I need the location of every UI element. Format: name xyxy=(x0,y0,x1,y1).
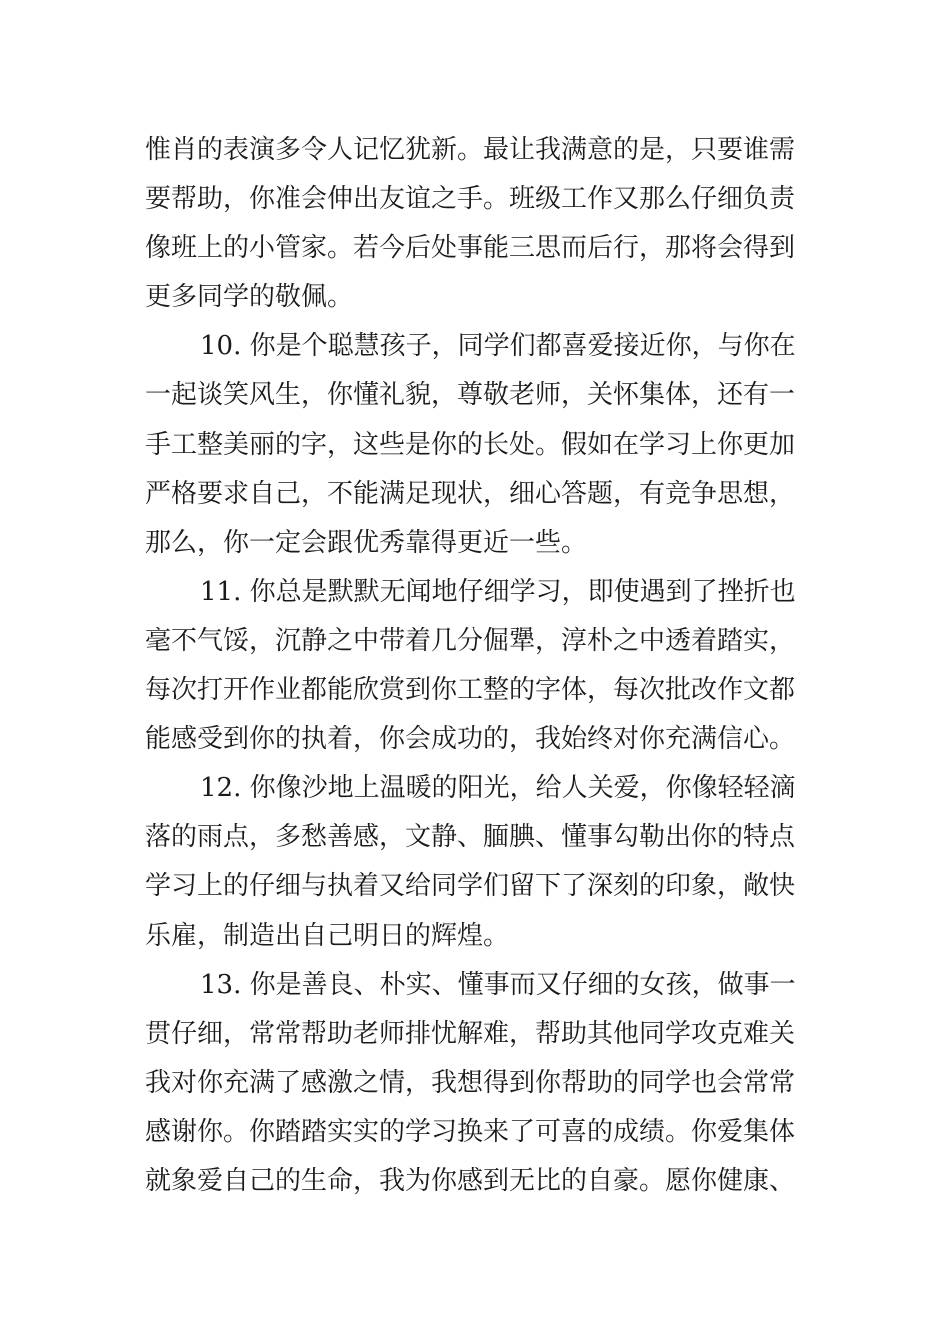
text-line: 13. 你是善良、朴实、懂事而又仔细的女孩，做事一 xyxy=(200,969,796,1000)
text-line: 12. 你像沙地上温暖的阳光，给人关爱，你像轻轻滴 xyxy=(200,773,796,804)
text-line: 一起谈笑风生，你懂礼貌，尊敬老师，关怀集体，还有一 xyxy=(145,380,796,411)
text-line: 毫不气馁，沉静之中带着几分倔犟，淳朴之中透着踏实， xyxy=(145,625,796,656)
text-line: 更多同学的敬佩。 xyxy=(145,282,354,313)
text-line: 能感受到你的执着，你会成功的，我始终对你充满信心。 xyxy=(145,724,796,755)
text-line: 乐雇，制造出自己明日的辉煌。 xyxy=(145,920,510,951)
text-line: 要帮助，你准会伸出友谊之手。班级工作又那么仔细负责 xyxy=(145,184,796,215)
text-line: 落的雨点，多愁善感，文静、腼腆、懂事勾勒出你的特点 xyxy=(145,822,796,853)
text-line: 就象爱自己的生命，我为你感到无比的自豪。愿你健康、 xyxy=(145,1165,796,1196)
text-line: 每次打开作业都能欣赏到你工整的字体，每次批改作文都 xyxy=(145,675,796,706)
text-line: 手工整美丽的字，这些是你的长处。假如在学习上你更加 xyxy=(145,429,796,460)
text-line: 惟肖的表演多令人记忆犹新。最让我满意的是，只要谁需 xyxy=(145,135,796,165)
text-line: 我对你充满了感激之情，我想得到你帮助的同学也会常常 xyxy=(145,1067,796,1098)
text-line: 10. 你是个聪慧孩子，同学们都喜爱接近你，与你在 xyxy=(200,331,796,362)
text-line: 学习上的仔细与执着又给同学们留下了深刻的印象，敞快 xyxy=(145,871,796,902)
text-line: 11. 你总是默默无闻地仔细学习，即使遇到了挫折也 xyxy=(200,576,796,607)
text-line: 像班上的小管家。若今后处事能三思而后行，那将会得到 xyxy=(145,233,796,264)
text-line: 严格要求自己，不能满足现状，细心答题，有竞争思想， xyxy=(145,478,796,509)
text-line: 那么，你一定会跟优秀靠得更近一些。 xyxy=(145,527,588,558)
document-body xyxy=(145,126,815,1206)
text-line: 贯仔细，常常帮助老师排忧解难，帮助其他同学攻克难关 xyxy=(145,1018,796,1049)
text-line: 感谢你。你踏踏实实的学习换来了可喜的成绩。你爱集体 xyxy=(145,1116,796,1147)
